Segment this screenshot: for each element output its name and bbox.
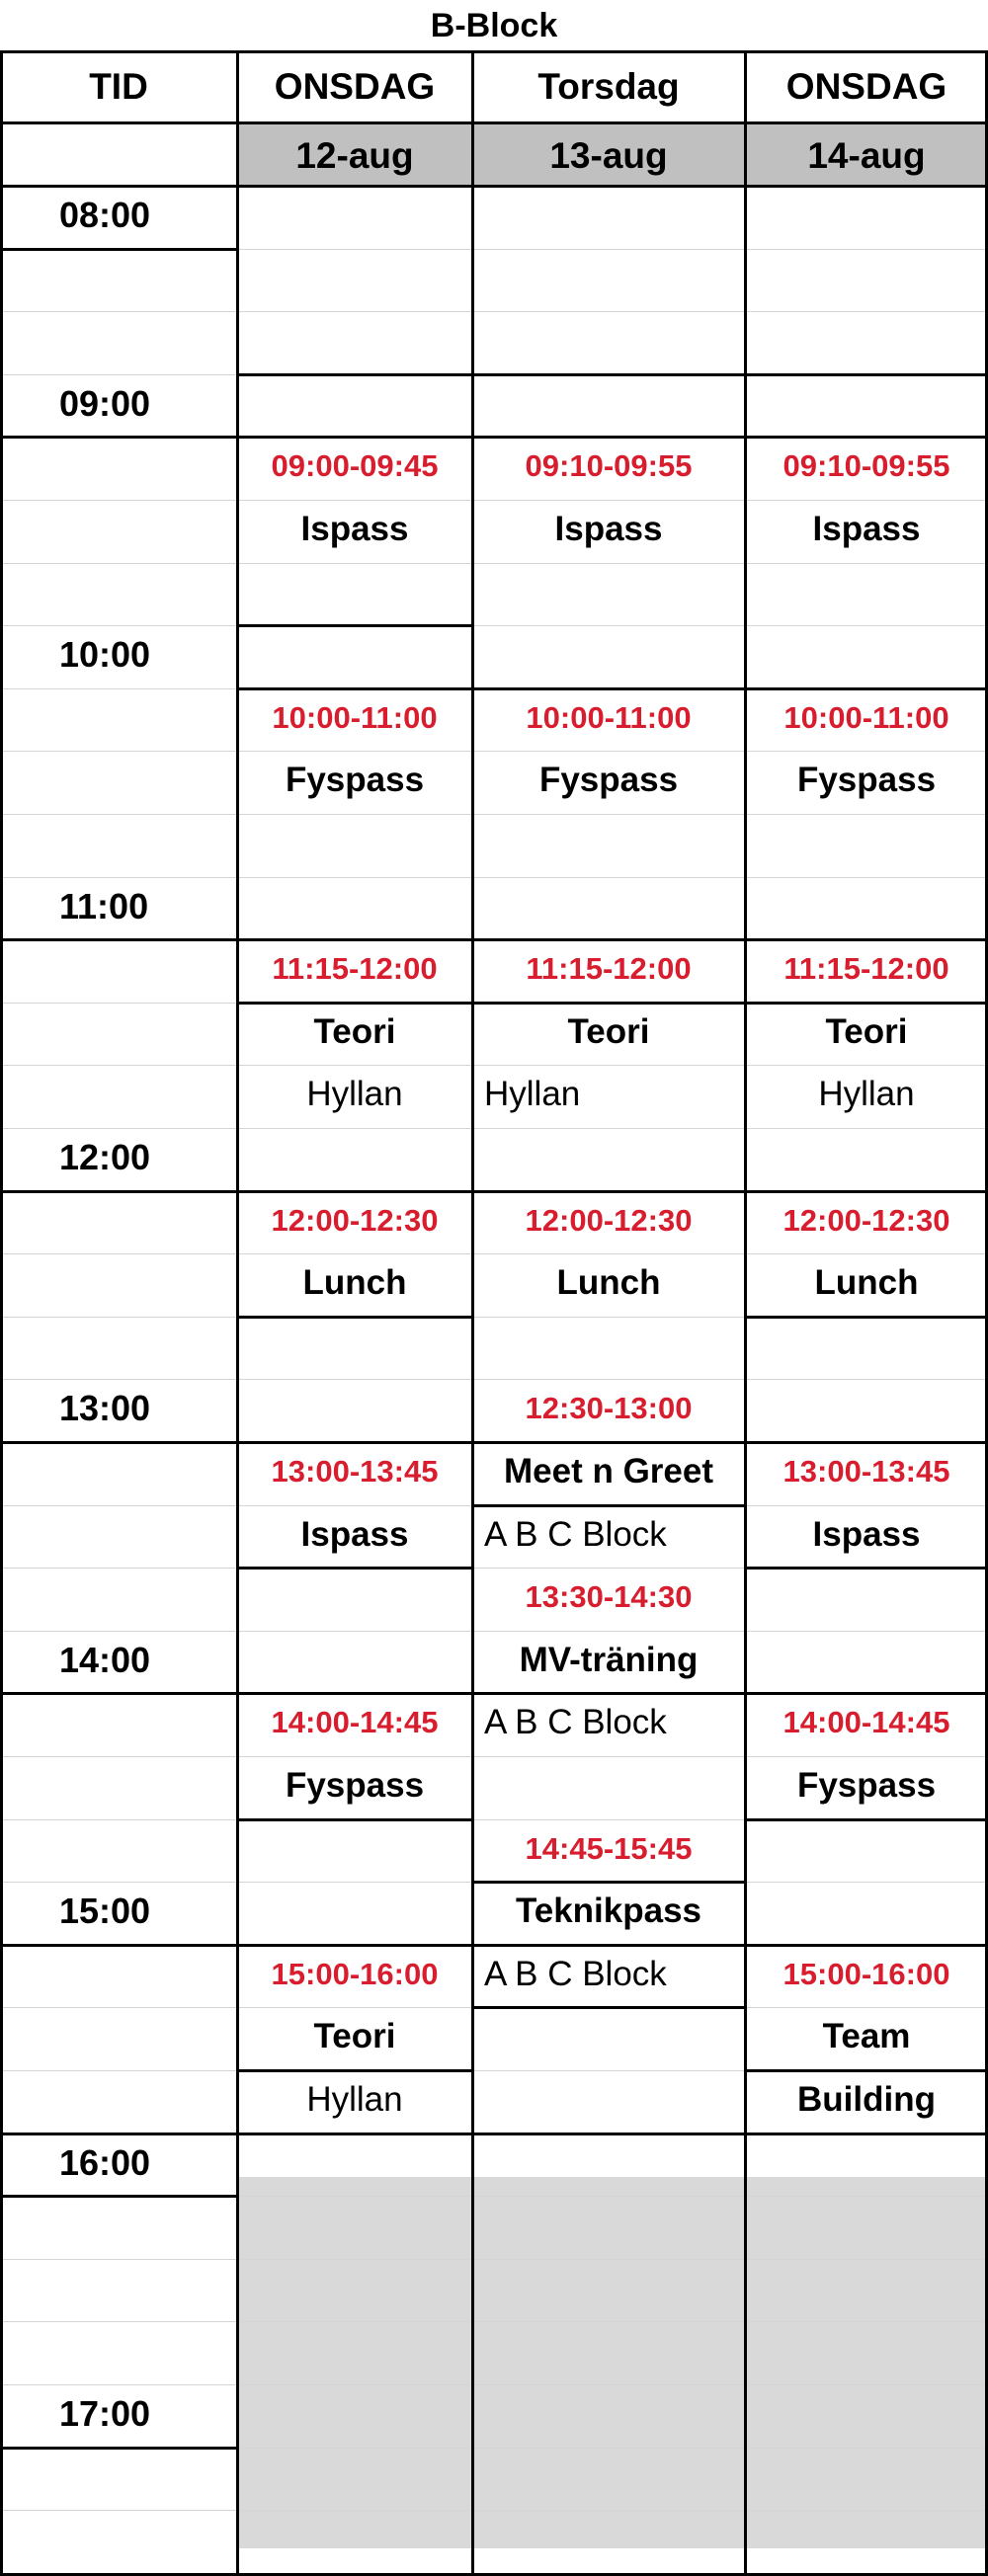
event-name: Fyspass <box>285 1766 425 1805</box>
event-name: Teori <box>825 1012 908 1051</box>
event-time: 10:00-11:00 <box>272 700 438 735</box>
grid-line <box>237 1882 472 1883</box>
event-name: Ispass <box>300 1515 409 1554</box>
event-name: Ispass <box>554 510 663 548</box>
grid-line <box>237 1631 472 1632</box>
time-label: 13:00 <box>59 1388 151 1428</box>
grid-line <box>745 2259 988 2260</box>
event-name: Fyspass <box>285 761 425 799</box>
grid-line <box>0 1253 237 1254</box>
time-label: 09:00 <box>59 383 151 424</box>
grid-line <box>0 1317 237 1318</box>
date-day-1: 12-aug <box>237 122 472 186</box>
block-line <box>237 1567 472 1570</box>
event-time: 12:30-13:00 <box>525 1391 693 1425</box>
event-name: Meet n Greet <box>504 1452 713 1490</box>
grid-line <box>745 625 988 626</box>
grid-line <box>0 2259 237 2260</box>
event-time: 11:15-12:00 <box>526 951 692 986</box>
block-line <box>0 2447 237 2450</box>
grid-line <box>237 2384 472 2385</box>
event-name: Fyspass <box>796 761 937 799</box>
event-place: Hyllan <box>306 2080 403 2119</box>
event-time: 10:00-11:00 <box>526 700 692 735</box>
event-place: Building <box>797 2080 936 2119</box>
grid-line <box>745 2196 988 2197</box>
event-name: Teori <box>567 1012 650 1051</box>
grid-line <box>745 2384 988 2385</box>
grid-line <box>0 1065 237 1066</box>
grid-line <box>237 1128 472 1129</box>
event-name: Teori <box>313 2017 396 2055</box>
event-name: Ispass <box>812 1515 921 1554</box>
block-line <box>237 1818 472 1821</box>
grid-line <box>237 814 472 815</box>
grid-line <box>0 688 237 689</box>
grid-line <box>0 1819 237 1820</box>
grid-line <box>237 1379 472 1380</box>
event-name: Ispass <box>300 510 409 548</box>
grid-line <box>745 2448 988 2449</box>
time-label: 14:00 <box>59 1640 151 1680</box>
grid-line <box>0 2007 237 2008</box>
time-label: 16:00 <box>59 2142 151 2183</box>
empty-block-day-2 <box>472 2177 745 2548</box>
grid-line <box>0 1003 237 1004</box>
event-place: A B C Block <box>484 1703 667 1741</box>
grid-line <box>237 2321 472 2322</box>
grid-line <box>237 2196 472 2197</box>
grid-line <box>472 2321 745 2322</box>
event-time: 14:45-15:45 <box>525 1831 693 1866</box>
time-label: 11:00 <box>59 886 149 926</box>
block-line <box>745 1567 988 1570</box>
grid-line <box>472 625 745 626</box>
block-line <box>472 2006 745 2009</box>
grid-line <box>745 1379 988 1380</box>
column-line <box>744 50 747 2575</box>
header-day-2: Torsdag <box>537 66 680 107</box>
grid-line <box>745 563 988 564</box>
grid-line <box>0 2070 237 2071</box>
block-line <box>237 1316 472 1319</box>
event-name: MV-träning <box>519 1641 699 1679</box>
grid-line <box>0 2510 237 2511</box>
event-time: 11:15-12:00 <box>783 951 949 986</box>
grid-line <box>0 1505 237 1506</box>
event-time: 15:00-16:00 <box>782 1957 950 1991</box>
event-time: 12:00-12:30 <box>782 1203 950 1238</box>
block-line <box>745 1818 988 1821</box>
event-place: Hyllan <box>484 1075 581 1113</box>
grid-line <box>745 814 988 815</box>
empty-block-day-1 <box>237 2177 472 2548</box>
block-line <box>0 248 237 251</box>
grid-line <box>745 1631 988 1632</box>
grid-line <box>472 1317 745 1318</box>
grid-line <box>472 1756 745 1757</box>
event-name: Team <box>822 2017 911 2055</box>
date-day-2: 13-aug <box>472 122 745 186</box>
time-label: 17:00 <box>59 2393 151 2434</box>
grid-line <box>237 2259 472 2260</box>
empty-block-day-3 <box>745 2177 988 2548</box>
block-line <box>237 624 472 627</box>
grid-line <box>472 2384 745 2385</box>
time-label: 08:00 <box>59 195 151 235</box>
event-time: 12:00-12:30 <box>525 1203 693 1238</box>
grid-line <box>472 814 745 815</box>
grid-line <box>472 2259 745 2260</box>
grid-line <box>0 1756 237 1757</box>
grid-line <box>745 2321 988 2322</box>
grid-line <box>472 1128 745 1129</box>
grid-line <box>237 249 472 250</box>
grid-line <box>745 249 988 250</box>
event-name: Lunch <box>556 1263 661 1302</box>
event-name: Fyspass <box>796 1766 937 1805</box>
grid-line <box>0 500 237 501</box>
grid-line <box>745 1882 988 1883</box>
grid-line <box>0 2321 237 2322</box>
grid-line <box>472 249 745 250</box>
block-line <box>745 1316 988 1319</box>
grid-line <box>0 311 237 312</box>
grid-line <box>472 311 745 312</box>
event-time: 09:10-09:55 <box>782 448 950 483</box>
event-name: Lunch <box>814 1263 919 1302</box>
event-time: 15:00-16:00 <box>271 1957 439 1991</box>
grid-line <box>472 563 745 564</box>
time-label: 10:00 <box>59 634 151 675</box>
grid-line <box>237 877 472 878</box>
block-line <box>237 373 988 376</box>
grid-line <box>472 2196 745 2197</box>
event-time: 12:00-12:30 <box>271 1203 439 1238</box>
header-day-3: ONSDAG <box>785 66 947 107</box>
header-line <box>0 50 988 53</box>
event-name: Ispass <box>812 510 921 548</box>
grid-line <box>0 1568 237 1569</box>
event-time: 14:00-14:45 <box>271 1705 439 1739</box>
event-time: 13:30-14:30 <box>525 1579 693 1614</box>
event-place: A B C Block <box>484 1515 667 1554</box>
grid-line <box>237 2448 472 2449</box>
grid-line <box>472 877 745 878</box>
event-name: Teknikpass <box>515 1892 702 1930</box>
time-label: 12:00 <box>59 1137 151 1177</box>
column-line <box>471 50 474 2575</box>
event-time: 13:00-13:45 <box>271 1454 439 1489</box>
time-label: 15:00 <box>59 1891 151 1931</box>
block-line <box>0 2195 237 2198</box>
event-name: Fyspass <box>538 761 679 799</box>
header-line <box>0 121 988 124</box>
grid-line <box>237 2510 472 2511</box>
sheet-title: B-Block <box>430 7 558 44</box>
grid-line <box>745 877 988 878</box>
grid-line <box>472 2070 745 2071</box>
event-time: 14:00-14:45 <box>782 1705 950 1739</box>
event-time: 13:00-13:45 <box>782 1454 950 1489</box>
grid-line <box>472 2448 745 2449</box>
grid-line <box>0 563 237 564</box>
header-day-1: ONSDAG <box>274 66 436 107</box>
event-place: A B C Block <box>484 1955 667 1993</box>
grid-line <box>0 751 237 752</box>
grid-line <box>745 1128 988 1129</box>
event-name: Teori <box>313 1012 396 1051</box>
grid-line <box>745 2510 988 2511</box>
event-name: Lunch <box>302 1263 407 1302</box>
grid-line <box>472 2510 745 2511</box>
event-time: 09:00-09:45 <box>271 448 439 483</box>
event-time: 10:00-11:00 <box>783 700 949 735</box>
event-place: Hyllan <box>818 1075 915 1113</box>
grid-line <box>0 814 237 815</box>
event-place: Hyllan <box>306 1075 403 1113</box>
event-time: 09:10-09:55 <box>525 448 693 483</box>
date-day-3: 14-aug <box>745 122 988 186</box>
grid-line <box>237 311 472 312</box>
grid-line <box>745 311 988 312</box>
event-time: 11:15-12:00 <box>272 951 438 986</box>
header-time: TID <box>89 66 148 107</box>
grid-line <box>237 563 472 564</box>
